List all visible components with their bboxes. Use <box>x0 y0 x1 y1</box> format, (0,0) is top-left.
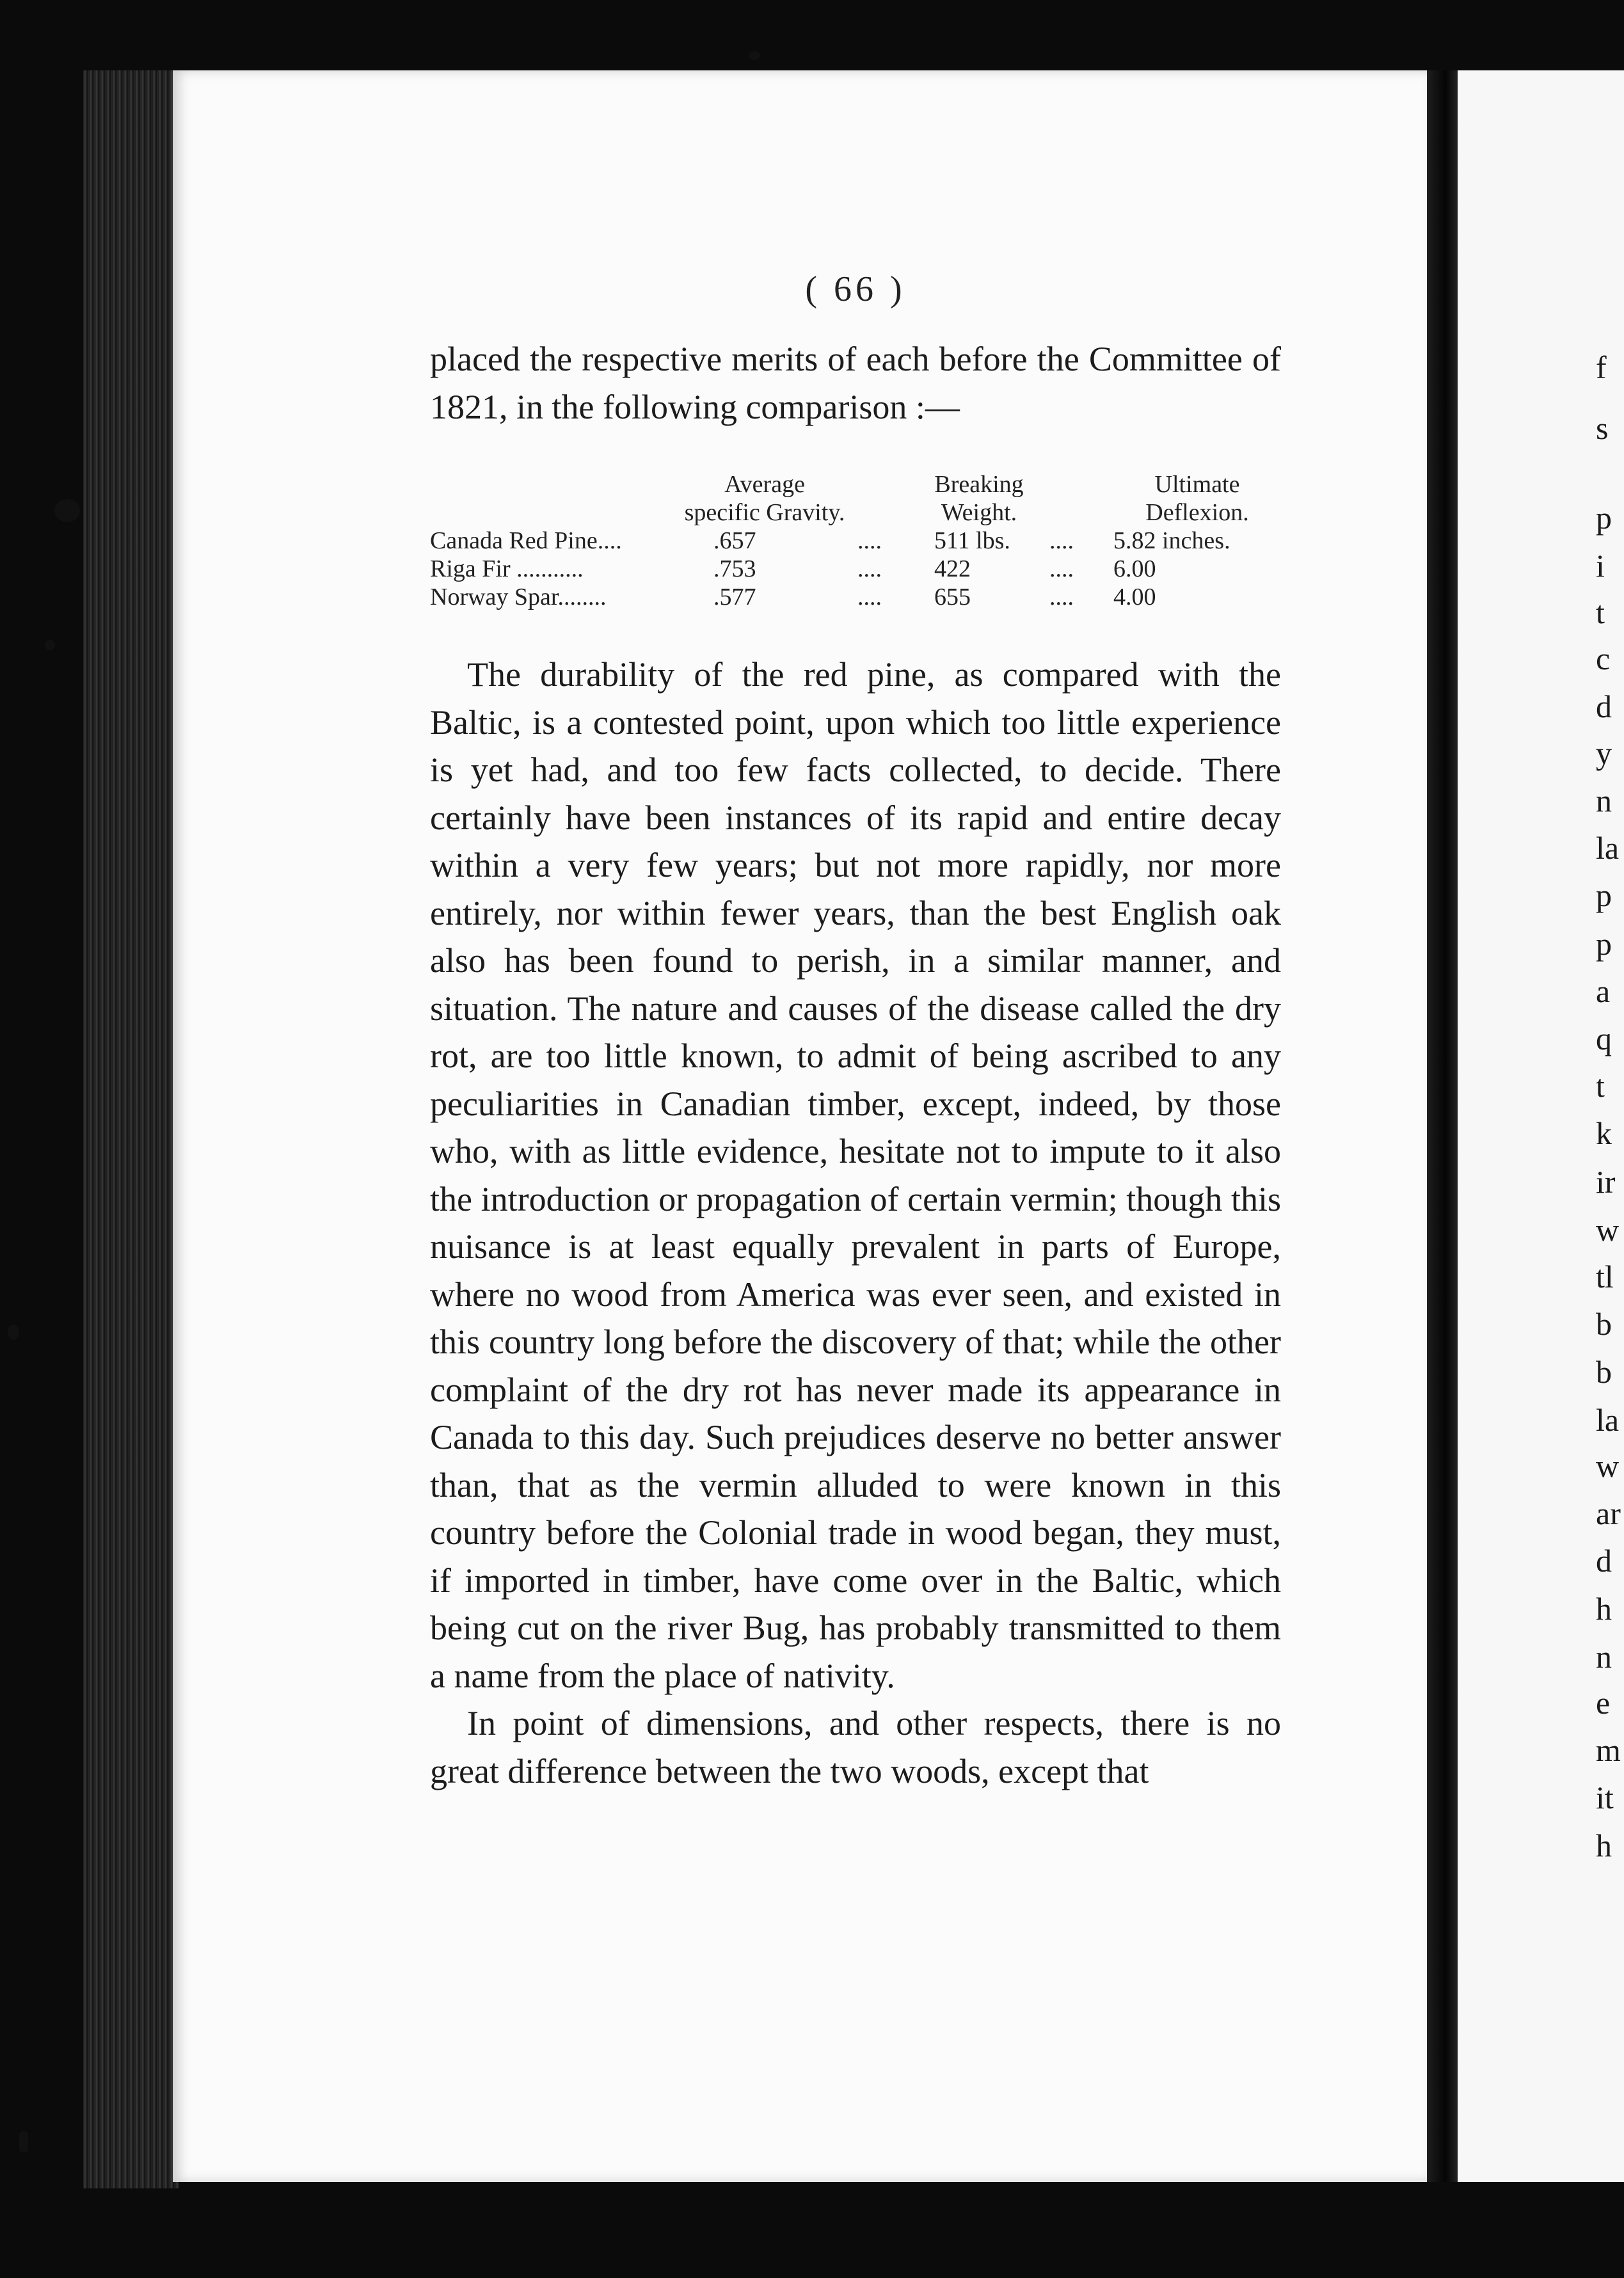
facing-page-fragment: k <box>1596 1115 1612 1151</box>
facing-page-fragment: c <box>1596 641 1611 676</box>
header-deflexion-line1: Ultimate <box>1154 471 1240 498</box>
leader-dots: .... <box>857 555 882 582</box>
facing-page-fragment: it <box>1596 1780 1614 1815</box>
facing-page-fragment: tl <box>1596 1259 1614 1294</box>
opening-paragraph: placed the respective merits of each before the Committee of 1821, in the following comparison :— <box>430 340 1281 426</box>
table-header-row-1 <box>430 470 1281 498</box>
header-gravity-line2: specific Gravity. <box>684 499 845 526</box>
facing-page-fragment: h <box>1596 1591 1612 1627</box>
page-content <box>430 269 1281 1795</box>
facing-page-fragment: ar <box>1596 1495 1621 1531</box>
weight-value: 422 <box>934 555 971 582</box>
facing-page-fragment: a <box>1596 973 1611 1009</box>
facing-page-fragment: d <box>1596 1543 1612 1579</box>
wood-name: Canada Red Pine.... <box>430 527 622 554</box>
facing-page-fragment: y <box>1596 735 1612 771</box>
page-number: ( 66 ) <box>805 269 906 309</box>
facing-page-fragment: t <box>1596 1068 1605 1104</box>
facing-page-fragment: p <box>1596 926 1612 962</box>
deflexion-value: 5.82 inches. <box>1113 527 1230 554</box>
facing-page-fragment: q <box>1596 1021 1612 1056</box>
body-paragraph-dimensions: In point of dimensions, and other respects, there is no great difference between the two woods, except that <box>430 1704 1281 1790</box>
body-paragraph-durability: The durability of the red pine, as compared with the Baltic, is a contested point, upon which too little experience is yet had, and too few facts collected, to decide. There certainly have been instances of its rapid and entire decay within a very few years; but not more rapidly, nor more entirely, nor within fewer years, than the best English oak also has been found to perish, in a similar manner, and situation. The nature and causes of the disease called the dry rot, are too little known, to admit of being ascribed to any peculiarities in Canadian timber, except, indeed, by those who, with as little evidence, hesitate not to impute to it also the introduction or propagation of certain vermin; though this nuisance is at least equally prevalent in parts of Europe, where no wood from America was ever seen, and existed in this country long before the discovery of that; while the other complaint of the dry rot has never made its appearance in Canada to this day. Such prejudices deserve no better answer than, that as the vermin alluded to were known in this country before the Colonial trade in wood began, they must, if imported in timber, have come over in the Baltic, which being cut on the river Bug, has probably transmitted to them a name from the place of nativity. <box>430 655 1281 1695</box>
leader-dots: .... <box>1049 555 1074 582</box>
facing-page-fragment: t <box>1596 594 1605 630</box>
table-row <box>430 527 1281 555</box>
facing-page-fragment: p <box>1596 877 1612 913</box>
facing-page-fragment: b <box>1596 1354 1612 1390</box>
scan-speck <box>45 640 55 650</box>
facing-page-fragment: w <box>1596 1448 1620 1484</box>
header-gravity-line1: Average <box>724 471 805 498</box>
facing-page-fragment: p <box>1596 500 1612 536</box>
header-deflexion-line2: Deflexion. <box>1145 499 1249 526</box>
facing-page-fragment: n <box>1596 783 1612 818</box>
facing-page-fragment: ir <box>1596 1164 1616 1200</box>
leader-dots: .... <box>1049 584 1074 610</box>
scan-speck <box>749 51 760 60</box>
gravity-value: .753 <box>713 555 756 582</box>
scan-speck <box>19 2131 28 2153</box>
deflexion-value: 4.00 <box>1113 584 1156 610</box>
book-spine-edge <box>83 70 179 2188</box>
facing-page-fragment: m <box>1596 1732 1621 1768</box>
table-row <box>430 583 1281 611</box>
facing-page-fragment: d <box>1596 689 1612 724</box>
leader-dots: .... <box>857 584 882 610</box>
facing-page-fragment: s <box>1596 410 1609 446</box>
header-weight-line2: Weight. <box>941 499 1017 526</box>
deflexion-value: 6.00 <box>1113 555 1156 582</box>
facing-page-fragment: i <box>1596 548 1605 584</box>
facing-page-fragment: w <box>1596 1212 1620 1248</box>
page-gutter <box>1427 70 1458 2182</box>
weight-value: 511 lbs. <box>934 527 1010 554</box>
comparison-table <box>430 470 1281 611</box>
scan-speck <box>54 499 80 522</box>
facing-page-fragment: n <box>1596 1639 1612 1675</box>
table-header-row-2 <box>430 498 1281 527</box>
facing-page-fragment: h <box>1596 1828 1612 1863</box>
weight-value: 655 <box>934 584 971 610</box>
facing-page-fragment: la <box>1596 1402 1620 1438</box>
header-weight-line1: Breaking <box>934 471 1024 498</box>
facing-page-fragment: la <box>1596 830 1620 866</box>
facing-page-fragment: e <box>1596 1685 1611 1721</box>
facing-page-fragment: f <box>1596 349 1607 385</box>
gravity-value: .657 <box>713 527 756 554</box>
leader-dots: .... <box>857 527 882 554</box>
leader-dots: .... <box>1049 527 1074 554</box>
gravity-value: .577 <box>713 584 756 610</box>
scan-speck <box>8 1325 19 1340</box>
wood-name: Riga Fir ........... <box>430 555 584 582</box>
wood-name: Norway Spar........ <box>430 584 607 610</box>
facing-page-fragment: b <box>1596 1306 1612 1342</box>
table-row <box>430 555 1281 583</box>
